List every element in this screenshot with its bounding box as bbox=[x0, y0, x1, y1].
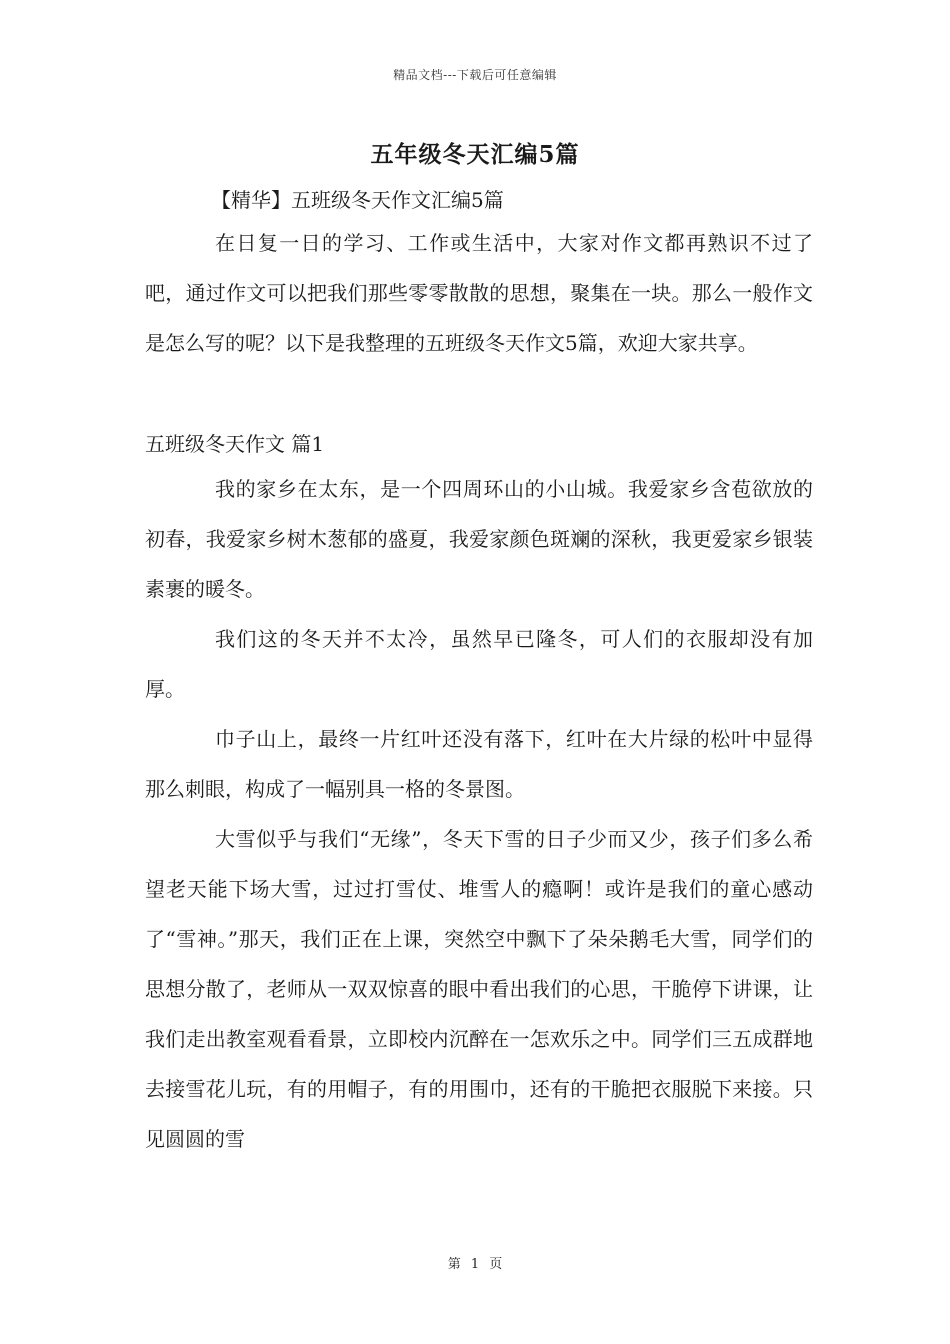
document-body bbox=[145, 182, 813, 1164]
page-footer bbox=[0, 1253, 950, 1272]
page-label-prefix: 第 bbox=[447, 1257, 461, 1272]
document-title: 五年级冬天汇编5篇 bbox=[370, 141, 580, 168]
body-paragraph: 我们这的冬天并不太冷，虽然早已隆冬，可人们的衣服却没有加厚。 bbox=[145, 627, 813, 701]
body-paragraph: 巾子山上，最终一片红叶还没有落下，红叶在大片绿的松叶中显得那么刺眼，构成了一幅别具一格的冬景图。 bbox=[145, 727, 813, 801]
header-note: 精品文档---下载后可任意编辑 bbox=[393, 68, 557, 82]
page-label-suffix: 页 bbox=[489, 1257, 503, 1272]
document-subtitle: 【精华】五班级冬天作文汇编5篇 bbox=[211, 188, 504, 212]
page-number: 1 bbox=[470, 1257, 480, 1272]
body-paragraph: 大雪似乎与我们“无缘”，冬天下雪的日子少而又少，孩子们多么希望老天能下场大雪，过过打雪仗、堆雪人的瘾啊！或许是我们的童心感动了“雪神。”那天，我们正在上课，突然空中飘下了朵朵鹅毛大雪，同学们的思想分散了，老师从一双双惊喜的眼中看出我们的心思，干脆停下讲课，让我们走出教室观看看景，立即校内沉醉在一怎欢乐之中。同学们三五成群地去接雪花儿玩，有的用帽子，有的用围巾，还有的干脆把衣服脱下来接。只见圆圆的雪 bbox=[145, 827, 813, 1151]
intro-paragraph: 在日复一日的学习、工作或生活中，大家对作文都再熟识不过了吧，通过作文可以把我们那些零零散散的思想，聚集在一块。那么一般作文是怎么写的呢？以下是我整理的五班级冬天作文5篇，欢迎大家共享。 bbox=[145, 231, 813, 355]
body-paragraph: 我的家乡在太东，是一个四周环山的小山城。我爱家乡含苞欲放的初春，我爱家乡树木葱郁的盛夏，我爱家颜色斑斓的深秋，我更爱家乡银装素裹的暖冬。 bbox=[145, 477, 813, 601]
section-heading: 五班级冬天作文 篇1 bbox=[145, 432, 325, 456]
